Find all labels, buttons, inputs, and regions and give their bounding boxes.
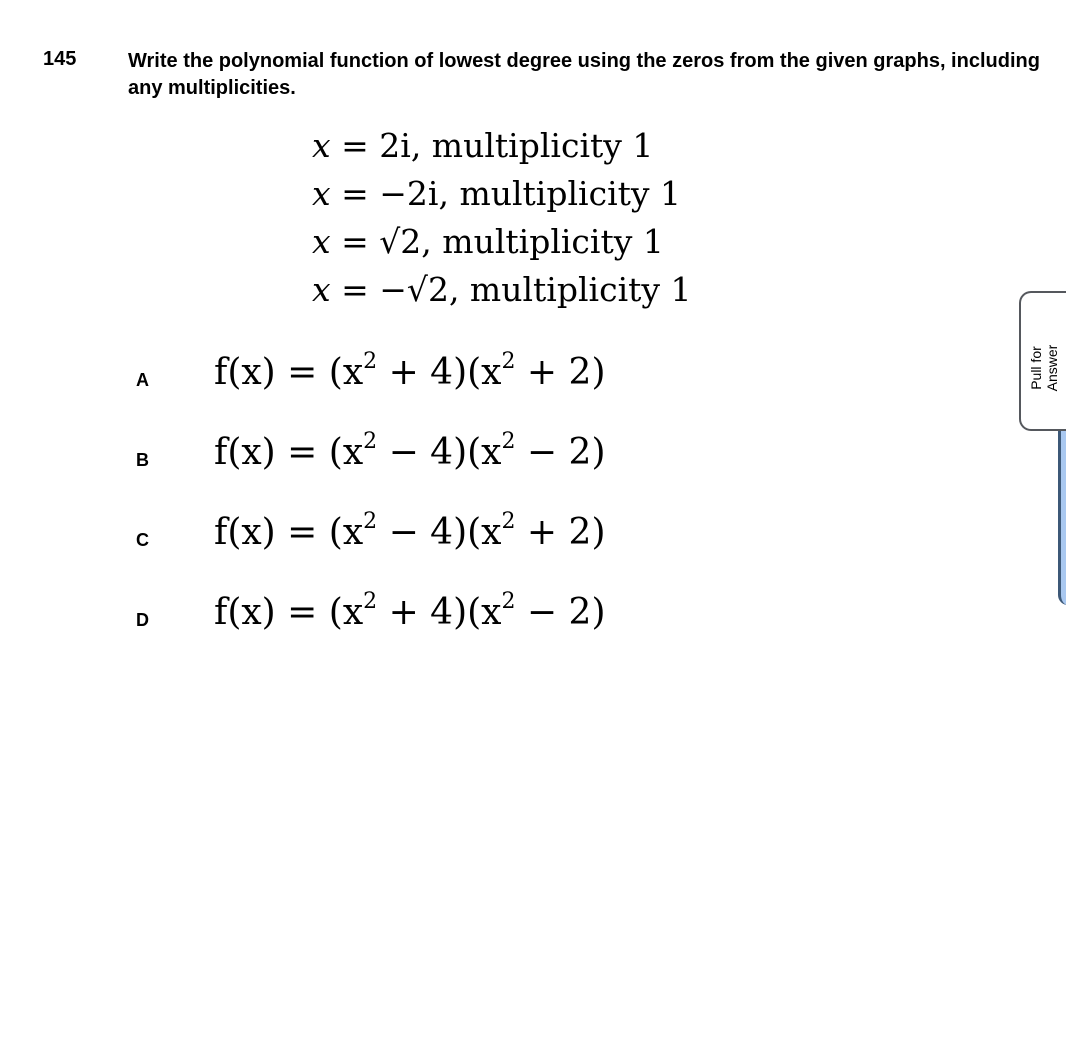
- zero-line: [312, 122, 692, 170]
- choice-c[interactable]: [0, 509, 900, 562]
- zero-multiplicity: , multiplicity 1: [410, 126, 654, 165]
- zero-value: √2: [379, 222, 422, 261]
- choice-letter: A: [136, 370, 149, 390]
- question-number: 145: [43, 48, 77, 70]
- zero-variable: x: [312, 222, 331, 261]
- zero-multiplicity: , multiplicity 1: [421, 222, 664, 261]
- zero-variable: x: [312, 174, 331, 213]
- pull-label-line1: Pull for: [1028, 346, 1044, 390]
- zeros-list: [312, 122, 692, 314]
- choice-expression: $f(x) = (x^2 - 4)(x^2 - 2)$: [214, 429, 606, 473]
- zero-equals: =: [330, 126, 380, 165]
- zero-equals: =: [330, 174, 380, 213]
- zero-variable: x: [312, 270, 331, 309]
- choice-d[interactable]: [0, 589, 900, 642]
- pull-for-answer-label[interactable]: [1028, 338, 1060, 398]
- zero-line: [312, 170, 692, 218]
- question-text: Write the polynomial function of lowest degree using the zeros from the given graphs, including any multiplicities.: [128, 50, 1040, 99]
- zero-value: −2i: [379, 174, 439, 213]
- choice-letter: C: [136, 530, 149, 550]
- zero-value: −√2: [379, 270, 449, 309]
- zero-equals: =: [330, 222, 380, 261]
- zero-multiplicity: , multiplicity 1: [448, 270, 692, 309]
- zero-multiplicity: , multiplicity 1: [438, 174, 682, 213]
- choice-a[interactable]: [0, 349, 900, 402]
- choice-expression: $f(x) = (x^2 + 4)(x^2 - 2)$: [214, 589, 606, 633]
- zero-equals: =: [330, 270, 380, 309]
- zero-line: [312, 218, 692, 266]
- zero-variable: x: [312, 126, 331, 165]
- choice-b[interactable]: [0, 429, 900, 482]
- choice-expression: $f(x) = (x^2 + 4)(x^2 + 2)$: [214, 349, 606, 393]
- pull-label-line2: Answer: [1044, 344, 1060, 392]
- zero-value: 2i: [379, 126, 411, 165]
- zero-line: [312, 266, 692, 314]
- choice-letter: D: [136, 610, 149, 630]
- choice-letter: B: [136, 450, 149, 470]
- choice-expression: $f(x) = (x^2 - 4)(x^2 + 2)$: [214, 509, 606, 553]
